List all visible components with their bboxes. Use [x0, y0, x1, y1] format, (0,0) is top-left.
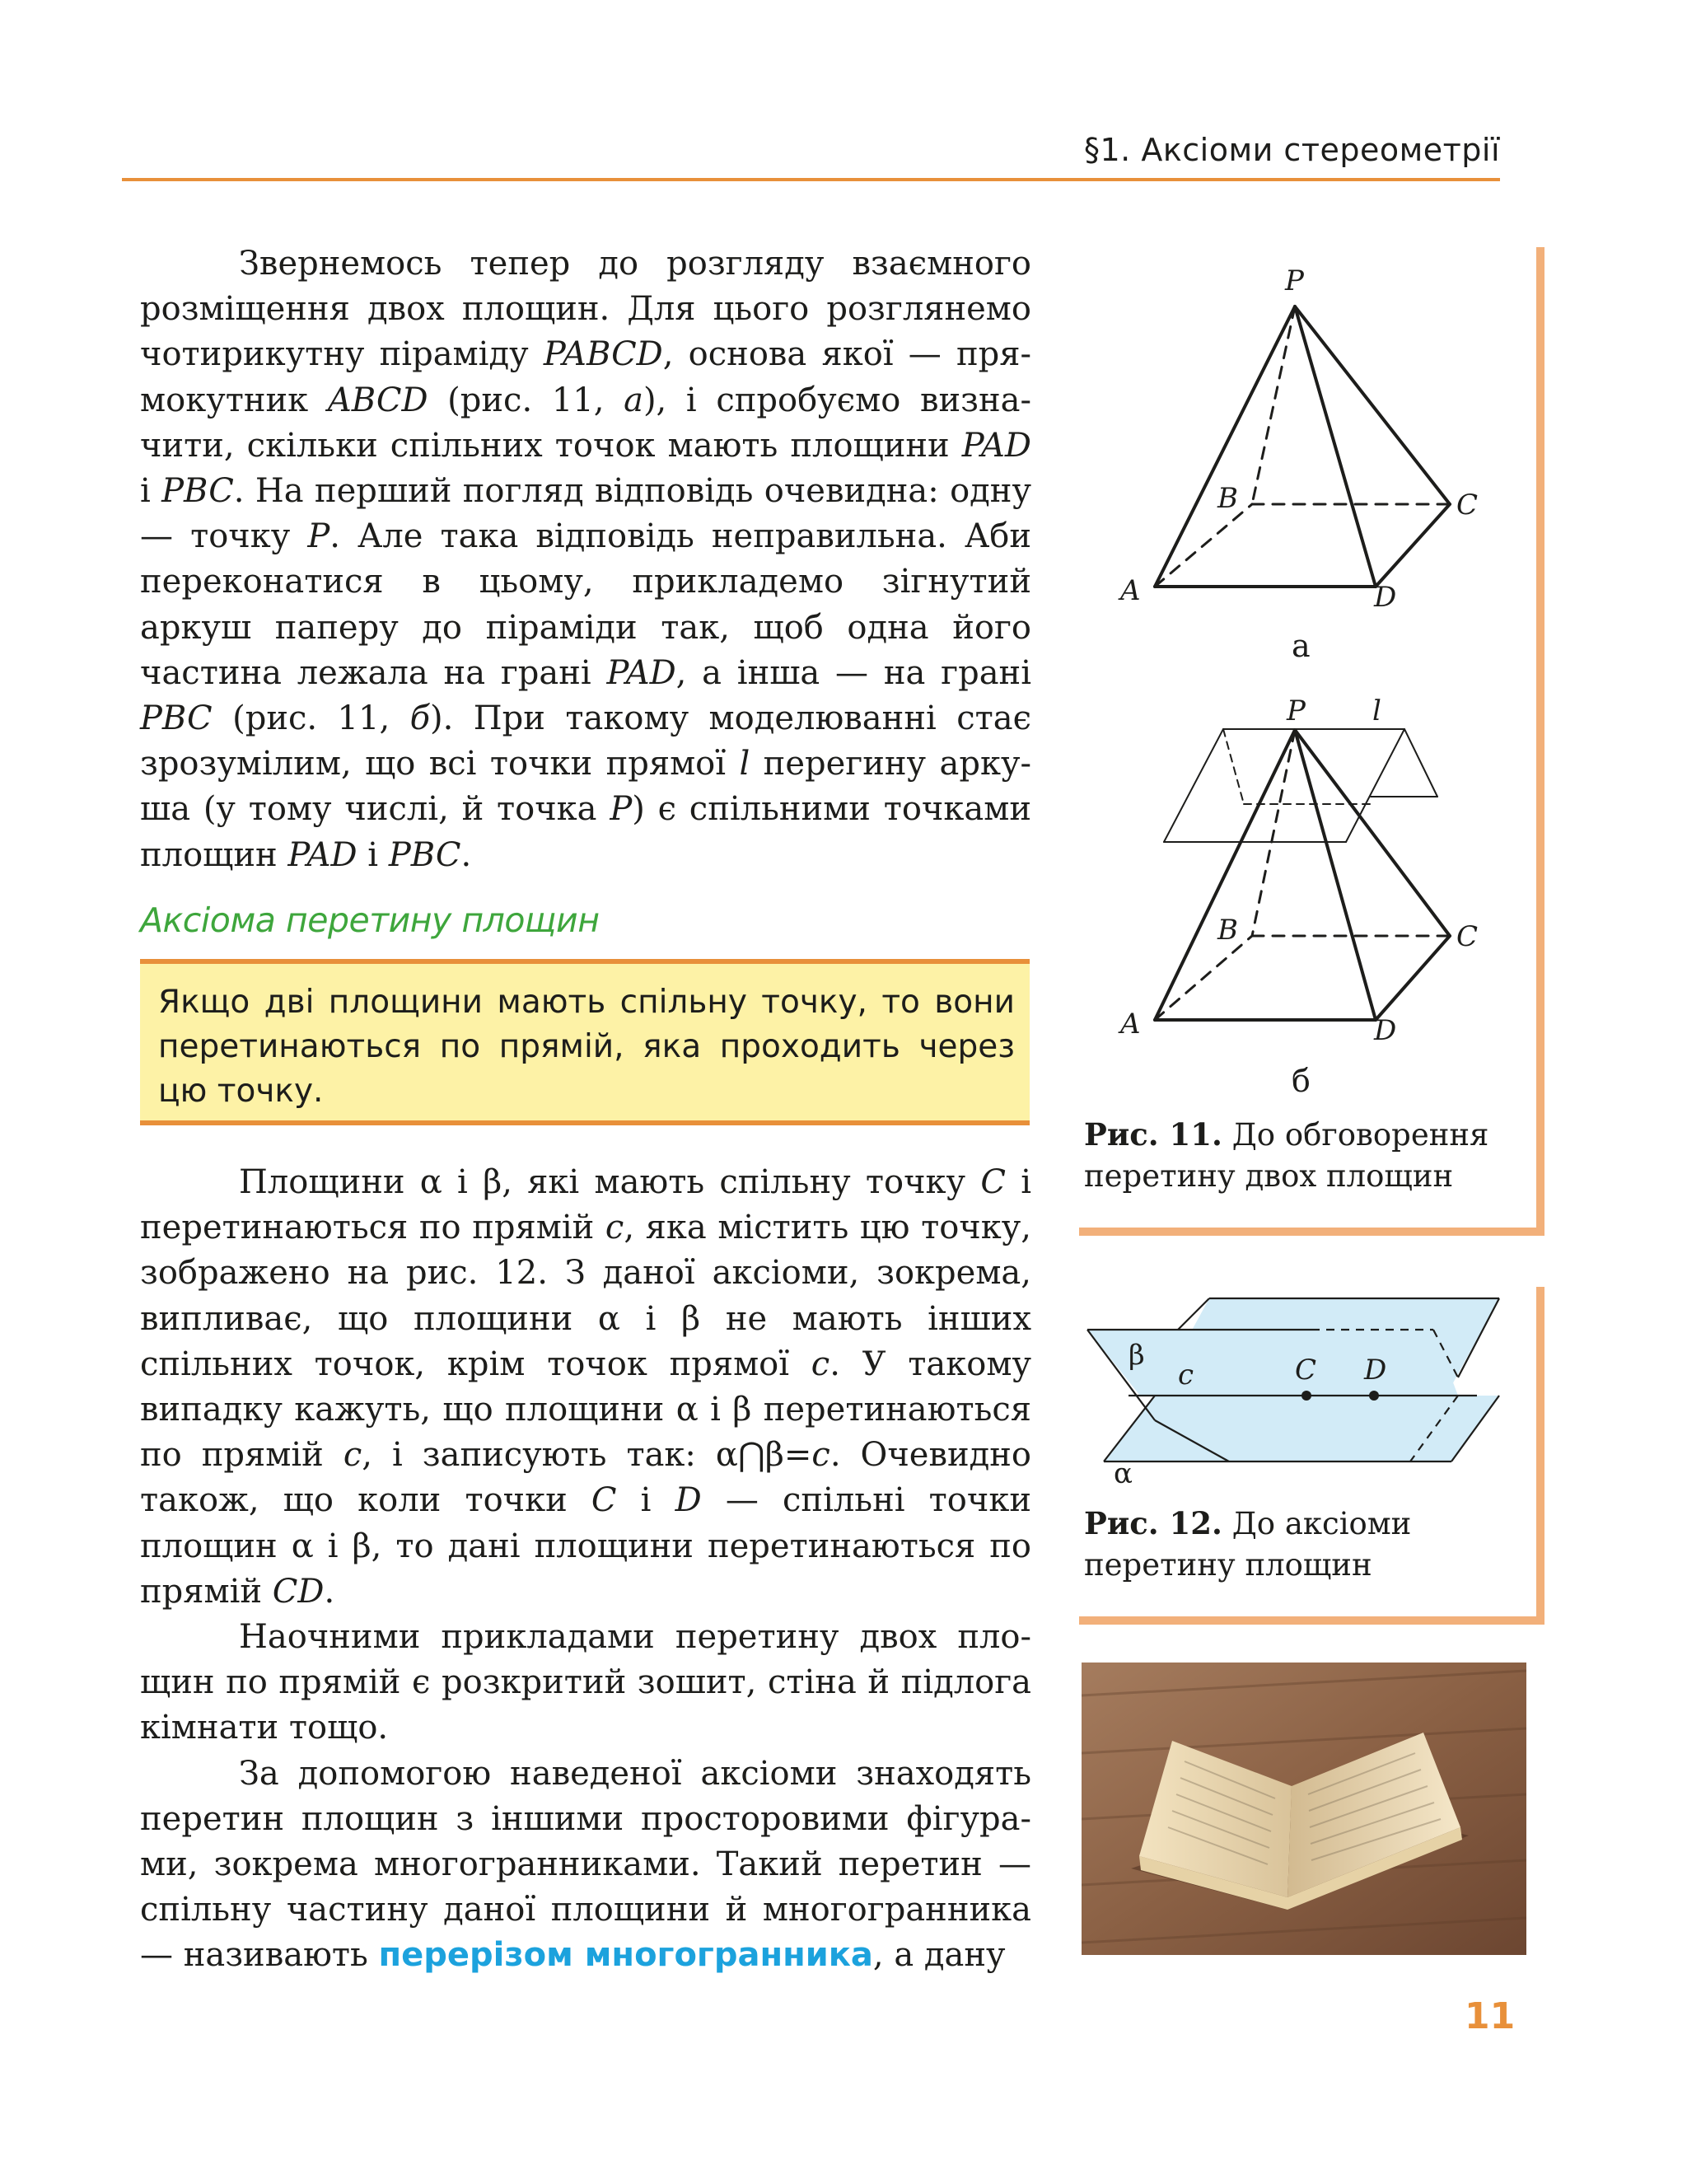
- math-symbol: P: [610, 790, 633, 829]
- edge-AB: [1155, 504, 1252, 587]
- fold-sheet-left-hidden: [1223, 729, 1244, 804]
- edge-PC-b: [1295, 730, 1450, 936]
- header-rule: [122, 178, 1500, 181]
- term-polyhedron-section: перерізом многогранника: [378, 1936, 873, 1975]
- text-run: .: [324, 1572, 335, 1611]
- point-label-P: P: [1285, 264, 1304, 297]
- figure-11-caption-number: Рис. 11.: [1084, 1116, 1222, 1153]
- line-label-c: c: [1178, 1359, 1194, 1391]
- math-symbol: PBC: [388, 835, 461, 874]
- edge-DC: [1376, 504, 1450, 587]
- text-column-bottom: [140, 1160, 1031, 1979]
- fold-sheet-right-back: [1404, 729, 1437, 797]
- plane-alpha: [1104, 1396, 1499, 1461]
- math-symbol: c: [811, 1436, 830, 1475]
- figure-11-panel: [1079, 247, 1544, 1236]
- text-column-top: [140, 241, 1031, 878]
- point-label-D: D: [1374, 581, 1397, 614]
- point-label-B: B: [1217, 482, 1238, 515]
- text-run: ). При такому моделюванні стає зрозумілим, що всі точки прямої: [140, 699, 1031, 783]
- text-run: перегину аркуша (у тому числі, й точка: [140, 745, 1031, 829]
- text-run: . У такому випадку кажуть, що площини α і β перетинаються по прямій: [140, 1345, 1032, 1475]
- point-D: [1369, 1391, 1379, 1401]
- point-label-A-b: A: [1120, 1008, 1141, 1041]
- math-symbol: PAD: [287, 835, 357, 874]
- math-symbol: c: [605, 1209, 624, 1247]
- text-run: Звернемось тепер до розгляду взаємного розміщення двох площин. Для цього розглянемо чотирикутну піраміду: [140, 245, 1031, 374]
- text-run: , яка містить цю точку, зображено на рис. 12. З даної аксіоми, зокрема, випливає, що площини α і β не мають інших спільних точок, крім точок прямої: [140, 1209, 1031, 1383]
- figure-12-caption-text: До аксіоми перетину площин: [1084, 1506, 1412, 1583]
- page-number: 11: [1465, 1995, 1516, 2037]
- subfigure-label-a: а: [1292, 628, 1311, 664]
- subfigure-label-b: б: [1292, 1063, 1311, 1099]
- edge-AB-b: [1155, 936, 1252, 1020]
- math-symbol: ABCD: [327, 381, 428, 419]
- paragraph-alpha-beta: [140, 1160, 1031, 1615]
- definition-text-before: За допомогою наведеної аксіоми знаходять перетин площин з іншими просторовими фігурами, зокрема многогранниками. Такий перетин — спільну частину даної площини й многогранника — називають: [140, 1754, 1031, 1975]
- figure-11-caption: [1084, 1114, 1512, 1197]
- text-run: , основа якої — прямокутник: [140, 335, 1031, 419]
- text-run: , і записують так: α⋂β=: [362, 1436, 812, 1475]
- text-run: — спільні точки площин α і β, то дані площини перетинаються по прямій: [140, 1481, 1031, 1611]
- text-run: ), і спробуємо визначити, скільки спільних точок мають площини: [140, 381, 1031, 465]
- point-C: [1301, 1391, 1311, 1401]
- edge-PD-b: [1295, 730, 1376, 1020]
- axiom-box: [140, 959, 1030, 1125]
- math-symbol: C: [980, 1163, 1006, 1201]
- figure-11-drawing: [1079, 247, 1536, 1104]
- math-symbol: PAD: [961, 426, 1031, 465]
- text-run: .: [460, 835, 472, 874]
- text-run: ) є спільними точками площин: [140, 790, 1031, 874]
- text-run: і перетинаються по прямій: [140, 1163, 1031, 1247]
- math-symbol: б: [409, 699, 431, 738]
- paragraph-section-definition: [140, 1751, 1031, 1979]
- edge-PD: [1295, 306, 1376, 587]
- point-label-C: C: [1295, 1354, 1317, 1387]
- line-label-l: l: [1372, 694, 1381, 727]
- text-run: і: [616, 1481, 675, 1520]
- text-run: . Очевидно також, що коли точки: [140, 1436, 1032, 1520]
- figure-12-caption-number: Рис. 12.: [1084, 1505, 1222, 1541]
- edge-PA: [1155, 306, 1295, 587]
- point-label-C: C: [1456, 489, 1479, 521]
- edge-PC: [1295, 306, 1450, 504]
- math-symbol: PABCD: [543, 335, 663, 374]
- text-run: Площини α і β, які мають спільну точку: [239, 1163, 981, 1201]
- point-label-P-b: P: [1287, 694, 1306, 727]
- point-label-C-b: C: [1456, 920, 1479, 953]
- math-symbol: PBC: [140, 699, 213, 738]
- math-symbol: CD: [272, 1572, 325, 1611]
- math-symbol: P: [307, 517, 330, 556]
- plane-label-beta: β: [1129, 1339, 1145, 1372]
- math-symbol: c: [343, 1436, 362, 1475]
- point-label-D-b: D: [1374, 1014, 1397, 1047]
- point-label-B-b: B: [1217, 914, 1238, 947]
- figure-12-drawing: [1079, 1287, 1528, 1485]
- math-symbol: c: [811, 1345, 830, 1383]
- plane-label-alpha: α: [1114, 1457, 1133, 1485]
- text-run: , а інша — на грані: [675, 653, 1031, 692]
- math-symbol: D: [675, 1481, 702, 1520]
- open-book-photo: [1082, 1663, 1526, 1955]
- edge-PB: [1252, 306, 1295, 504]
- figure-12-panel: [1079, 1287, 1544, 1625]
- math-symbol: PBC: [161, 472, 234, 511]
- fold-sheet-left-back: [1164, 729, 1223, 842]
- text-run: (рис. 11,: [428, 381, 624, 419]
- text-run: . На перший погляд відповідь очевидна: одну — точку: [140, 472, 1031, 556]
- fold-sheet-right-front-edge: [1346, 729, 1404, 842]
- figure-11-caption-text: До обговорення перетину двох площин: [1084, 1117, 1489, 1194]
- text-run: . Але така відповідь неправильна. Аби переконатися в цьому, прикладемо зігнутий аркуш паперу до піраміди так, щоб одна його частина лежала на грані: [140, 517, 1032, 692]
- axiom-statement: Якщо дві площини мають спільну точку, то вони перетинаються по прямій, яка проходить через цю точку.: [158, 984, 1015, 1110]
- text-run: і: [140, 472, 162, 511]
- edge-DC-b: [1376, 936, 1450, 1020]
- definition-text-after: , а дану: [872, 1936, 1006, 1975]
- section-subhead: Аксіома перетину площин: [140, 900, 600, 940]
- edge-PA-b: [1155, 730, 1295, 1020]
- text-run: (рис. 11,: [212, 699, 410, 738]
- math-symbol: PAD: [606, 653, 676, 692]
- open-book-illustration: [1082, 1663, 1526, 1955]
- point-label-A: A: [1120, 574, 1141, 607]
- math-symbol: а: [624, 381, 643, 419]
- math-symbol: C: [591, 1481, 617, 1520]
- paragraph-planes-intro: [140, 241, 1031, 878]
- point-label-D: D: [1364, 1354, 1387, 1387]
- paragraph-examples: Наочними прикладами перетину двох площин по прямій є розкритий зошит, стіна й підлога кімнати тощо.: [140, 1618, 1031, 1747]
- running-head: §1. Аксіоми стереометрії: [1084, 132, 1500, 168]
- figure-12-caption: [1084, 1503, 1512, 1586]
- edge-PB-b: [1252, 730, 1295, 936]
- math-symbol: l: [739, 745, 750, 783]
- text-run: і: [357, 835, 389, 874]
